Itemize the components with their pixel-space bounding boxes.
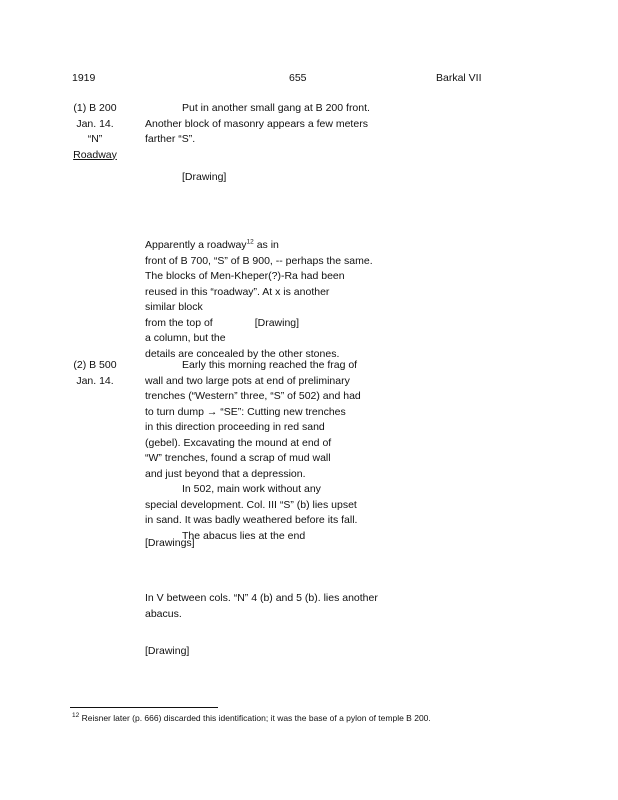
entry2-v-paragraph (145, 591, 378, 622)
entry2-drawings-placeholder: [Drawings] (145, 537, 195, 549)
entry1-line: Put in another small gang at B 200 front. (182, 102, 370, 114)
entry2-line: (gebel). Excavating the mound at end of (145, 436, 332, 449)
entry2-line: In 502, main work without any (182, 483, 321, 495)
entry1-margin (68, 101, 122, 163)
entry2-line: The abacus lies at the end (182, 529, 306, 542)
roadway-line (145, 238, 373, 254)
entry1-line: farther “S”. (145, 133, 196, 145)
footnote-number: 12 (72, 712, 80, 720)
entry1-margin-date: Jan. 14. (76, 117, 114, 130)
entry1-margin-topic: Roadway (73, 148, 117, 161)
entry2-margin (68, 358, 122, 389)
entry2-line: in sand. It was badly weathered before its fall. (145, 514, 358, 526)
footnote-rule (70, 707, 218, 708)
roadway-line (145, 316, 373, 332)
header-year: 1919 (72, 72, 96, 84)
entry1-margin-id: (1) B 200 (73, 102, 117, 114)
inline-drawing-placeholder: [Drawing] (254, 316, 300, 329)
entry1-margin-direction: “N” (87, 133, 103, 145)
entry1-roadway-paragraph (145, 238, 373, 362)
entry1-line: Another block of masonry appears a few meters (145, 117, 368, 130)
v-line: abacus. (145, 607, 182, 620)
entry2-margin-id: (2) B 500 (73, 359, 117, 371)
entry2-line: “W” trenches, found a scrap of mud wall (145, 452, 331, 464)
entry1-drawing-placeholder: [Drawing] (182, 171, 227, 183)
entry2-margin-date: Jan. 14. (76, 374, 114, 387)
entry2-line: special development. Col. III “S” (b) lies upset (145, 498, 357, 511)
roadway-line: The blocks of Men-Kheper(?)-Ra had been (145, 270, 345, 282)
header-section: Barkal VII (436, 72, 482, 84)
roadway-line-text: from the top of (145, 316, 213, 329)
roadway-line: details are concealed by the other stones. (145, 347, 340, 360)
entry2-line: and just beyond that a depression. (145, 467, 306, 480)
entry2-line: in this direction proceeding in red sand (145, 421, 325, 433)
roadway-line: similar block (145, 301, 203, 313)
entry2-line: Early this morning reached the frag of (182, 359, 358, 371)
roadway-line-text: as in (253, 239, 279, 251)
roadway-line-text: Apparently a roadway (145, 239, 247, 251)
entry2-line: wall and two large pots at end of preliminary (145, 374, 350, 387)
entry2-line: to turn dump → “SE”: Cutting new trenches (145, 405, 346, 418)
roadway-line: front of B 700, “S” of B 900, -- perhaps the same. (145, 254, 373, 267)
footnote-text: Reisner later (p. 666) discarded this identification; it was the base of a pylon of temple B 200. (79, 713, 431, 723)
entry2-line: trenches (“Western” three, “S” of 502) and had (145, 390, 361, 402)
entry1-body (145, 101, 370, 148)
v-line: In V between cols. “N” 4 (b) and 5 (b). lies another (145, 592, 378, 604)
roadway-line: a column, but the (145, 332, 226, 344)
entry2-drawing-placeholder: [Drawing] (145, 645, 190, 657)
footnote (72, 713, 431, 723)
page-number: 655 (289, 72, 307, 84)
footnote-ref: 12 (246, 238, 254, 246)
roadway-line: reused in this “roadway”. At x is another (145, 285, 330, 298)
entry2-body (145, 358, 361, 544)
